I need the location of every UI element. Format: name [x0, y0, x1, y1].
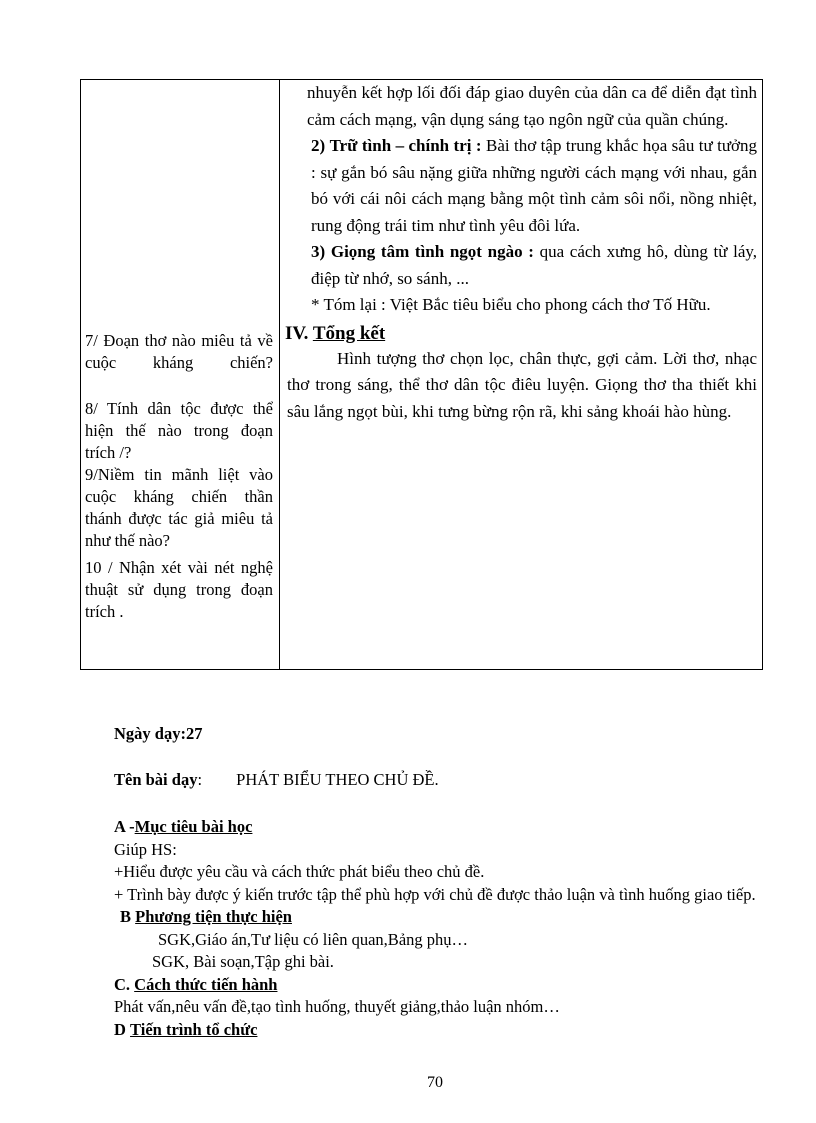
lesson-date — [114, 724, 757, 744]
section-iv-number: IV. — [285, 322, 309, 344]
page-number: 70 — [427, 1074, 443, 1091]
lesson-title-sep: : — [197, 770, 203, 789]
section-c-line: Phát vấn,nêu vấn đề,tạo tình huống, thuyết giảng,thảo luận nhóm… — [114, 997, 560, 1016]
lesson-title-value: PHÁT BIỂU THEO CHỦ ĐỀ. — [236, 770, 439, 789]
section-iv-heading — [285, 322, 757, 346]
section-a-line-2: +Hiểu được yêu cầu và cách thức phát biểu theo chủ đề. — [114, 862, 485, 881]
point-2-title: Trữ tình – chính trị : — [329, 136, 482, 155]
point-3-label: 3) — [311, 242, 326, 261]
section-d-heading — [114, 1019, 757, 1042]
point-2-text: Bài thơ tập trung khắc họa sâu tư tưởng : sự gắn bó sâu nặng giữa những người cách mạng với nhau, gắn bó với cái nôi cách mạng bằng một tình cảm sôi nổi, nồng nhiệt, rung động trái tim như tình yêu đôi lứa. — [311, 136, 758, 235]
conclusion-text: Hình tượng thơ chọn lọc, chân thực, gợi cảm. Lời thơ, nhạc thơ trong sáng, thể thơ dân tộc điêu luyện. Giọng thơ tha thiết khi sâu lắng ngọt bùi, khi tưng bừng rộn rã, khi sảng khoái hào hùng. — [287, 348, 757, 421]
lesson-title-line — [114, 770, 757, 790]
section-d-prefix: D — [114, 1019, 126, 1039]
answer-summary: * Tóm lại : Việt Bắc tiêu biểu cho phong cách thơ Tố Hữu. — [311, 295, 711, 314]
section-c-prefix: C. — [114, 974, 131, 994]
lesson-title-label: Tên bài dạy — [114, 770, 198, 789]
answer-point-3 — [287, 239, 757, 292]
date-value: 27 — [185, 724, 203, 743]
section-a-title: Mục tiêu bài học — [134, 817, 253, 836]
section-c-title: Cách thức tiến hành — [134, 974, 278, 994]
question-8 — [85, 398, 273, 464]
section-a-line-1: Giúp HS: — [114, 839, 177, 859]
question-10 — [85, 557, 273, 623]
column-divider — [279, 80, 280, 669]
point-3-text: qua cách xưng hô, dùng từ láy, điệp từ nhớ, so sánh, ... — [311, 242, 758, 288]
question-9 — [85, 464, 273, 552]
point-2-label: 2) — [311, 136, 326, 155]
section-b-line-2: SGK, Bài soạn,Tập ghi bài. — [152, 952, 334, 971]
lesson-sections — [114, 816, 757, 1041]
question-9-text: 9/Niềm tin mãnh liệt vào cuộc kháng chiến thần thánh được tác giả miêu tả như thế nào? — [85, 465, 273, 550]
date-label: Ngày dạy: — [114, 724, 186, 743]
section-b-heading — [120, 906, 757, 929]
question-10-text: 10 / Nhận xét vài nét nghệ thuật sử dụng trong đoạn trích . — [85, 558, 273, 621]
section-b-line-1: SGK,Giáo án,Tư liệu có liên quan,Bảng phụ… — [158, 929, 469, 949]
question-7 — [85, 330, 273, 374]
section-a-prefix: A - — [114, 817, 135, 836]
section-iv-title: Tổng kết — [312, 322, 386, 344]
answer-point-2 — [287, 133, 757, 239]
answer-column — [287, 80, 757, 425]
section-a-heading — [114, 816, 757, 839]
section-b-prefix: B — [120, 907, 132, 926]
section-a-line-3: + Trình bày được ý kiến trước tập thể phù hợp với chủ đề được thảo luận và tình huống giao tiếp. — [114, 884, 756, 904]
section-b-title: Phương tiện thực hiện — [135, 907, 292, 926]
content-table — [80, 79, 763, 670]
question-8-text: 8/ Tính dân tộc được thể hiện thế nào trong đoạn trích /? — [85, 399, 273, 462]
section-c-heading — [114, 974, 757, 997]
section-d-title: Tiến trình tổ chức — [130, 1019, 258, 1039]
answer-intro: nhuyễn kết hợp lối đối đáp giao duyên của dân ca để diễn đạt tình cảm cách mạng, vận dụng sáng tạo ngôn ngữ của quần chúng. — [307, 83, 757, 129]
point-3-title: Giọng tâm tình ngọt ngào : — [330, 242, 534, 261]
question-7-text: 7/ Đoạn thơ nào miêu tả về cuộc kháng chiến? — [85, 331, 273, 372]
